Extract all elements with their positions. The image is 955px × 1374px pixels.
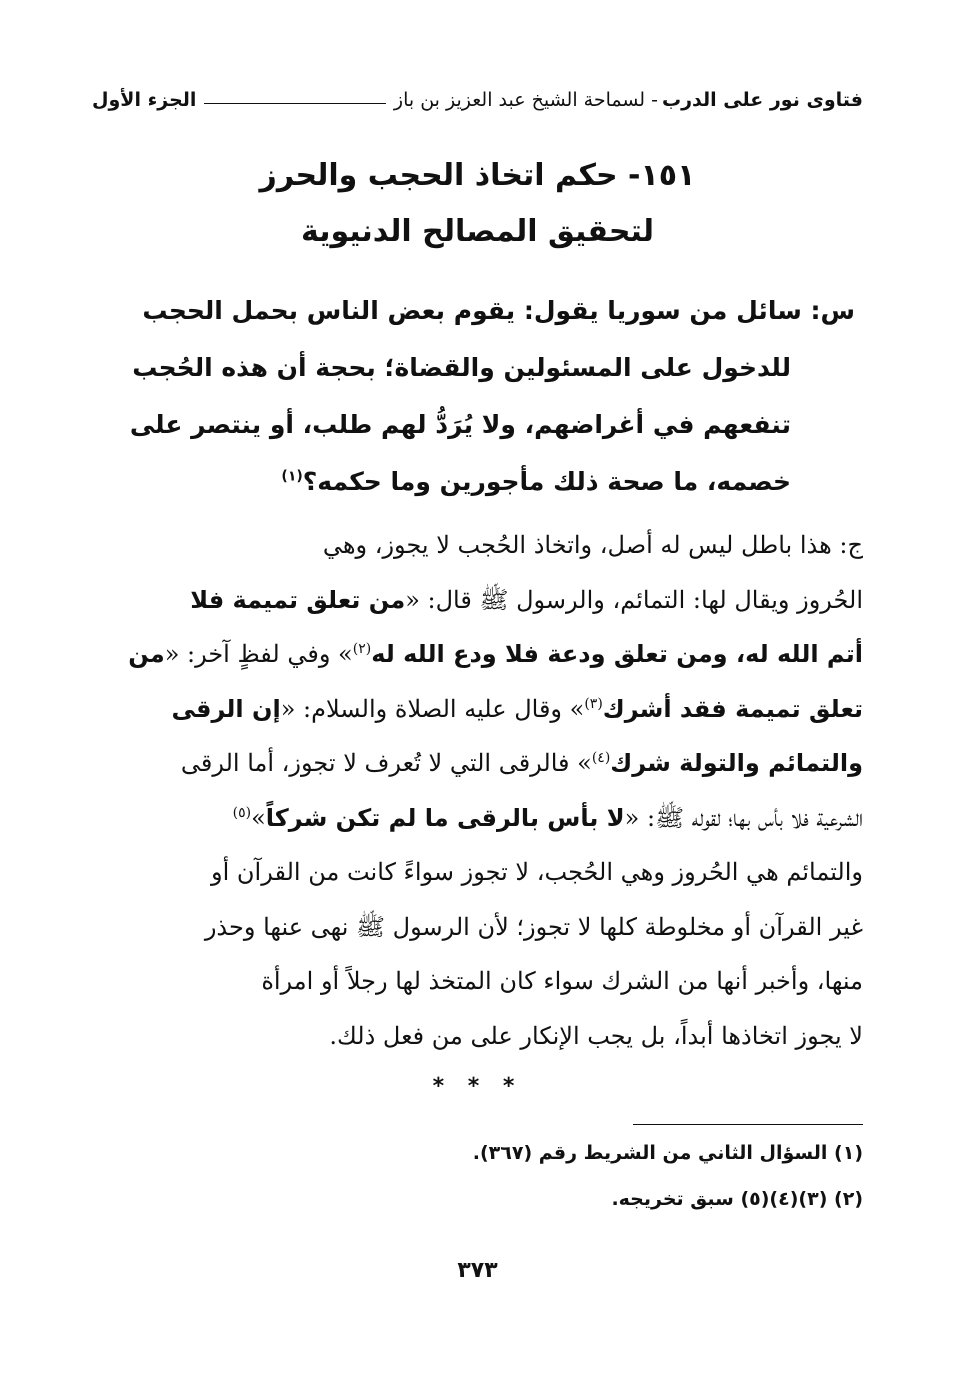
answer-line: منها، وأخبر أنها من الشرك سواء كان المتخذ لها رجلاً أو امرأة [261, 967, 863, 995]
question-line: للدخول على المسئولين والقضاة؛ بحجة أن هذه الحُجب [132, 353, 791, 382]
footnote-ref: (٤) [591, 750, 611, 766]
footnote-ref: (١) [281, 468, 303, 485]
footnotes [92, 1130, 863, 1222]
hadith-quote: من [128, 640, 165, 668]
hadith-quote: لا بأس بالرقى ما لم تكن شركاً [265, 803, 625, 832]
hadith-quote: إن الرقى [171, 694, 281, 723]
question-line [124, 453, 855, 510]
chapter-title [120, 148, 835, 260]
question-line: س: سائل من سوريا يقول: يقوم بعض الناس بحمل الحجب [142, 296, 855, 325]
answer-line [92, 682, 863, 737]
answer-line [92, 573, 863, 628]
section-separator: * * * [432, 1074, 523, 1099]
answer-line [92, 791, 863, 846]
hadith-quote: أتم الله له، ومن تعلق ودعة فلا ودع الله له [371, 640, 863, 668]
answer-line: والتمائم هي الحُروز وهي الحُجب، لا تجوز سواءً كانت من القرآن أو [211, 858, 863, 886]
hadith-quote: من تعلق تميمة فلا [190, 585, 406, 614]
part-label: الجزء الأول [92, 89, 197, 111]
footnote-ref: (٣) [584, 695, 603, 712]
footnote-ref: (٥) [232, 804, 252, 821]
answer-line [92, 736, 863, 791]
answer-line: لا يجوز اتخاذها أبداً، بل يجب الإنكار على من فعل ذلك. [329, 1021, 863, 1050]
footnote-ref: (٢) [352, 641, 372, 657]
answer-line [92, 627, 863, 682]
chapter-title-line-1: ١٥١- حكم اتخاذ الحجب والحرز [259, 158, 696, 193]
answer-text: » فالرقى التي لا تُعرف لا تجوز، أما الرقى [180, 749, 592, 777]
book-title: فتاوى نور على الدرب [662, 89, 863, 111]
question-line-text: خصمه، ما صحة ذلك مأجورين وما حكمه؟ [302, 467, 791, 496]
running-header [92, 84, 863, 116]
answer-line: ج: هذا باطل ليس له أصل، واتخاذ الحُجب لا يجوز، وهي [322, 531, 863, 559]
answer-line: غير القرآن أو مخلوطة كلها لا تجوز؛ لأن الرسول ﷺ نهى عنها وحذر [204, 912, 863, 941]
answer-text: » وفي لفظٍ آخر: « [164, 640, 353, 668]
answer-text: الشرعية فلا بأس بها؛ لقوله ﷺ: « [624, 803, 863, 832]
header-rule [204, 103, 385, 104]
footnote: (١) السؤال الثاني من الشريط رقم (٣٦٧). [472, 1142, 863, 1164]
hadith-quote: تعلق تميمة فقد أشرك [602, 694, 863, 723]
answer-text: الحُروز ويقال لها: التمائم، والرسول ﷺ قال: « [405, 585, 863, 614]
answer-text: » [251, 803, 266, 832]
page-number: ٣٧٣ [457, 1258, 498, 1283]
answer-text: » وقال عليه الصلاة والسلام: « [280, 694, 585, 723]
question-block [124, 282, 855, 510]
hadith-quote: والتمائم والتولة شرك [610, 749, 863, 777]
question-line: تنفعهم في أغراضهم، ولا يُرَدُّ لهم طلب، أو ينتصر على [129, 410, 791, 439]
answer-block [92, 518, 863, 1063]
author-credit: - لسماحة الشيخ عبد العزيز بن باز [393, 89, 658, 111]
footnote: (٢) (٣)(٤)(٥) سبق تخريجه. [611, 1188, 863, 1210]
footnote-rule [633, 1124, 863, 1125]
chapter-title-line-2: لتحقيق المصالح الدنيوية [301, 214, 654, 249]
